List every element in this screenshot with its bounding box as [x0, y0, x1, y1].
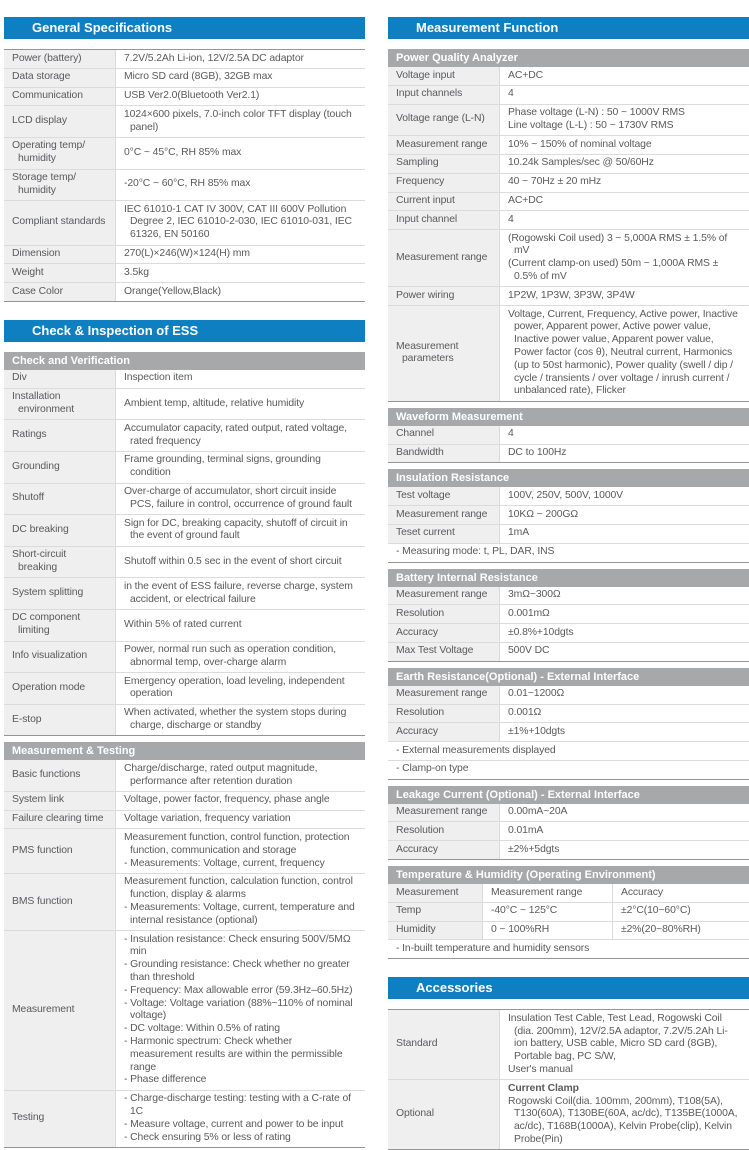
row-label: Measurement range [388, 804, 500, 822]
table-row [388, 922, 749, 941]
row-label: Shutoff [4, 484, 116, 515]
spec-table [388, 668, 749, 780]
row-label: Communication [4, 88, 116, 106]
table-row [4, 578, 365, 610]
table-note: - Measuring mode: t, PL, DAR, INS [388, 544, 749, 562]
table-row [388, 686, 749, 705]
measurement-function-tables-container [388, 49, 749, 959]
row-label: Measurement [4, 931, 116, 1090]
row-label: Input channel [388, 211, 500, 229]
row-label: DC breaking [4, 515, 116, 546]
row-value: Charge/discharge, rated output magnitude, performance after retention duration [116, 760, 365, 791]
row-label: Bandwidth [388, 445, 500, 463]
row-label: Storage temp/ humidity [4, 170, 116, 201]
row-label: Compliant standards [4, 201, 116, 244]
row-value: - Insulation resistance: Check ensuring 500V/5MΩ min - Grounding resistance: Check whether no greater than threshold - Frequency: Max allowable error (59.3Hz–60.5Hz) - Voltage: Voltage variation (88%~110% of nominal voltage) - DC voltage: Within 0.5% of rating - Harmonic spectrum: Check whether measurement results are within the permissible range - Phase difference [116, 931, 365, 1090]
row-value: in the event of ESS failure, reverse charge, system accident, or electrical failure [116, 578, 365, 609]
row-value: Current Clamp Rogowski Coil(dia. 100mm, 200mm), T108(5A), T130(60A), T130BE(60A, ac/dc), T135BE(1000A, ac/dc), T168B(1000A), Kelvin Probe(clip), Kelvin Probe(Pin) [500, 1080, 749, 1149]
row-label: Ratings [4, 420, 116, 451]
row-value: Phase voltage (L-N) : 50 ~ 1000V RMS Line voltage (L-L) : 50 ~ 1730V RMS [500, 105, 749, 136]
row-label: Operation mode [4, 673, 116, 704]
row-label: Measurement [388, 884, 483, 902]
left-column [4, 17, 365, 1150]
table-row [4, 760, 365, 792]
table-row [4, 88, 365, 107]
table-row [388, 1080, 749, 1149]
table-row [4, 1091, 365, 1147]
table-note: - External measurements displayed [388, 742, 749, 761]
row-value: ±2%+5dgts [500, 841, 749, 859]
row-value: Ambient temp, altitude, relative humidity [116, 389, 365, 420]
table-row [388, 723, 749, 742]
row-label: Teset current [388, 525, 500, 543]
subsection-header: Power Quality Analyzer [388, 49, 749, 67]
table-row [4, 792, 365, 811]
table-row [4, 874, 365, 931]
row-value: 0°C ~ 45°C, RH 85% max [116, 138, 365, 169]
table-row [4, 246, 365, 265]
table-row [4, 484, 365, 516]
row-label: Accuracy [388, 723, 500, 741]
row-value: DC to 100Hz [500, 445, 749, 463]
row-value: Voltage variation, frequency variation [116, 811, 365, 829]
row-value: 1P2W, 1P3W, 3P3W, 3P4W [500, 287, 749, 305]
spec-table [388, 408, 749, 464]
row-value: Power, normal run such as operation condition, abnormal temp, over-charge alarm [116, 642, 365, 673]
row-value: 0.00mA~20A [500, 804, 749, 822]
section-accessories [388, 977, 749, 1150]
table-row [388, 487, 749, 506]
row-value: 0 ~ 100%RH [483, 922, 613, 940]
table-row [4, 170, 365, 202]
section-title-accessories: Accessories [388, 977, 749, 999]
table-row [4, 931, 365, 1091]
row-value: Over-charge of accumulator, short circuit inside PCS, failure in control, occurrence of ground fault [116, 484, 365, 515]
spec-table [388, 49, 749, 402]
row-label: Resolution [388, 822, 500, 840]
row-value: AC+DC [500, 193, 749, 211]
row-value: Voltage, Current, Frequency, Active power, Inactive power, Apparent power, Active power value, Inactive power value, Apparent power value, Power factor (cos θ), Neutral current, Harmonics (up to 50st harmonic), Power quality (swell / dip / cycle / transients / over voltage / inrush current / unbalanced rate), Flicker [500, 306, 749, 401]
table-row [4, 50, 365, 69]
row-value: 10% ~ 150% of nominal voltage [500, 136, 749, 154]
table-row [4, 389, 365, 421]
table-row [4, 547, 365, 579]
table-row [388, 230, 749, 287]
spec-table [388, 1009, 749, 1150]
table-row [4, 515, 365, 547]
row-value: Shutoff within 0.5 sec in the event of short circuit [116, 547, 365, 578]
row-label: Temp [388, 903, 483, 921]
subsection-header: Insulation Resistance [388, 469, 749, 487]
row-label: DC component limiting [4, 610, 116, 641]
row-value: Micro SD card (8GB), 32GB max [116, 69, 365, 87]
table-row [388, 193, 749, 212]
row-label: Grounding [4, 452, 116, 483]
row-label: E-stop [4, 705, 116, 736]
row-value: Measurement function, calculation function, control function, display & alarms - Measurements: Voltage, current, temperature and internal resistance (optional) [116, 874, 365, 930]
row-value: Voltage, power factor, frequency, phase angle [116, 792, 365, 810]
row-label: LCD display [4, 106, 116, 137]
spec-table [388, 786, 749, 860]
row-value: ±2%(20~80%RH) [621, 924, 701, 936]
spec-table [388, 569, 749, 662]
row-label: Installation environment [4, 389, 116, 420]
row-label: BMS function [4, 874, 116, 930]
spec-table [4, 742, 365, 1148]
table-row [4, 642, 365, 674]
spec-table [388, 866, 749, 959]
subsection-header: Temperature & Humidity (Operating Environment) [388, 866, 749, 884]
row-value: Within 5% of rated current [116, 610, 365, 641]
row-label: Power (battery) [4, 50, 116, 68]
ess-tables-container [4, 352, 365, 1148]
table-row [4, 201, 365, 245]
row-value: ±0.8%+10dgts [500, 624, 749, 642]
subsection-header: Measurement & Testing [4, 742, 365, 760]
table-row [388, 1010, 749, 1080]
table-row [388, 643, 749, 661]
row-value: Measurement function, control function, protection function, communication and storage - Measurements: Voltage, current, frequency [116, 829, 365, 872]
row-label: System splitting [4, 578, 116, 609]
table-row [388, 884, 749, 903]
row-value: 3mΩ~300Ω [500, 587, 749, 605]
row-value: Inspection item [116, 370, 365, 388]
row-label: PMS function [4, 829, 116, 872]
table-row [4, 69, 365, 88]
row-label: Voltage input [388, 67, 500, 85]
row-value: 4 [500, 86, 749, 104]
row-value: 10.24k Samples/sec @ 50/60Hz [500, 155, 749, 173]
row-value: - Charge-discharge testing: testing with a C-rate of 1C - Measure voltage, current and power to be input - Check ensuring 5% or less of rating [116, 1091, 365, 1147]
table-row [388, 605, 749, 624]
table-row [4, 370, 365, 389]
table-row [388, 841, 749, 859]
table-row [4, 829, 365, 873]
row-label: System link [4, 792, 116, 810]
row-label: Optional [388, 1080, 500, 1149]
row-label: Test voltage [388, 487, 500, 505]
row-value: 0.01mA [500, 822, 749, 840]
subsection-header: Leakage Current (Optional) - External Interface [388, 786, 749, 804]
row-value: 100V, 250V, 500V, 1000V [500, 487, 749, 505]
row-label: Measurement range [388, 230, 500, 286]
table-row [388, 705, 749, 724]
row-label: Current input [388, 193, 500, 211]
general-specifications-table-container [4, 49, 365, 302]
section-title-measurement-function: Measurement Function [388, 17, 749, 39]
row-label: Measurement range [388, 686, 500, 704]
table-row [388, 804, 749, 823]
table-row [388, 445, 749, 463]
table-row [388, 136, 749, 155]
row-label: Dimension [4, 246, 116, 264]
table-row [388, 105, 749, 137]
row-label: Short-circuit breaking [4, 547, 116, 578]
spec-table [4, 49, 365, 302]
row-label: Accuracy [388, 841, 500, 859]
section-measurement-function [388, 17, 749, 959]
row-label: Info visualization [4, 642, 116, 673]
row-value: 500V DC [500, 643, 749, 661]
row-label: Testing [4, 1091, 116, 1147]
spec-table [4, 352, 365, 736]
row-value: ±2°C(10~60°C) [621, 905, 691, 917]
table-row [4, 138, 365, 170]
row-value: 7.2V/5.2Ah Li-ion, 12V/2.5A DC adaptor [116, 50, 365, 68]
row-label: Measurement parameters [388, 306, 500, 401]
row-value: 4 [500, 426, 749, 444]
row-value: Measurement range [483, 884, 613, 902]
subsection-header: Earth Resistance(Optional) - External Interface [388, 668, 749, 686]
table-row [4, 264, 365, 283]
table-row [388, 211, 749, 230]
row-value: When activated, whether the system stops during charge, discharge or standby [116, 705, 365, 736]
row-value: Orange(Yellow,Black) [116, 283, 365, 301]
table-row [4, 673, 365, 705]
subsection-header: Check and Verification [4, 352, 365, 370]
subsection-header: Battery Internal Resistance [388, 569, 749, 587]
section-check-inspection-ess [4, 320, 365, 1148]
table-row [388, 506, 749, 525]
table-row [4, 106, 365, 138]
table-row [388, 624, 749, 643]
table-row [388, 306, 749, 401]
row-value: 0.001mΩ [500, 605, 749, 623]
table-row [388, 86, 749, 105]
row-label: Data storage [4, 69, 116, 87]
row-value: 3.5kg [116, 264, 365, 282]
table-row [388, 903, 749, 922]
row-label: Channel [388, 426, 500, 444]
table-row [388, 155, 749, 174]
row-value: (Rogowski Coil used) 3 ~ 5,000A RMS ± 1.5% of mV (Current clamp-on used) 50m ~ 1,000A RMS ± 0.5% of mV [500, 230, 749, 286]
section-title-general-specifications: General Specifications [4, 17, 365, 39]
row-label: Operating temp/ humidity [4, 138, 116, 169]
subsection-header: Waveform Measurement [388, 408, 749, 426]
row-value: 10KΩ ~ 200GΩ [500, 506, 749, 524]
row-label: Div [4, 370, 116, 388]
row-label: Voltage range (L-N) [388, 105, 500, 136]
row-label: Power wiring [388, 287, 500, 305]
row-value: Frame grounding, terminal signs, grounding condition [116, 452, 365, 483]
row-label: Measurement range [388, 506, 500, 524]
row-value-bold-line: Current Clamp [508, 1082, 579, 1094]
row-label: Input channels [388, 86, 500, 104]
spec-table [388, 469, 749, 562]
row-value: -40°C ~ 125°C [483, 903, 613, 921]
table-row [388, 587, 749, 606]
row-value: ±1%+10dgts [500, 723, 749, 741]
row-value: IEC 61010-1 CAT IV 300V, CAT III 600V Pollution Degree 2, IEC 61010-2-030, IEC 61010-031, IEC 61326, EN 50160 [116, 201, 365, 244]
table-row [4, 452, 365, 484]
row-value: 0.01~1200Ω [500, 686, 749, 704]
table-note: - Clamp-on type [388, 761, 749, 779]
table-row [388, 426, 749, 445]
row-label: Basic functions [4, 760, 116, 791]
row-value: Sign for DC, breaking capacity, shutoff of circuit in the event of ground fault [116, 515, 365, 546]
table-row [388, 287, 749, 306]
row-value: Emergency operation, load leveling, independent operation [116, 673, 365, 704]
row-value: 4 [500, 211, 749, 229]
row-label: Accuracy [388, 624, 500, 642]
row-value: 40 ~ 70Hz ± 20 mHz [500, 174, 749, 192]
table-row [4, 705, 365, 736]
row-value: -20°C ~ 60°C, RH 85% max [116, 170, 365, 201]
row-label: Weight [4, 264, 116, 282]
row-label: Frequency [388, 174, 500, 192]
table-row [388, 525, 749, 544]
row-label: Resolution [388, 705, 500, 723]
section-general-specifications [4, 17, 365, 302]
row-value: 0.001Ω [500, 705, 749, 723]
row-value: Accumulator capacity, rated output, rated voltage, rated frequency [116, 420, 365, 451]
table-row [388, 822, 749, 841]
table-note: - In-built temperature and humidity sensors [388, 940, 749, 958]
row-value: 1mA [500, 525, 749, 543]
row-label: Failure clearing time [4, 811, 116, 829]
row-label: Resolution [388, 605, 500, 623]
row-label: Measurement range [388, 587, 500, 605]
row-value: Accuracy [621, 886, 663, 898]
table-row [4, 610, 365, 642]
row-value: AC+DC [500, 67, 749, 85]
table-row [388, 67, 749, 86]
row-value: 270(L)×246(W)×124(H) mm [116, 246, 365, 264]
row-value: Insulation Test Cable, Test Lead, Rogowski Coil (dia. 200mm), 12V/2.5A adaptor, 7.2V/5.2Ah Li-ion battery, USB cable, Micro SD card (8GB), Portable bag, PC S/W, User's manual [500, 1010, 749, 1079]
row-label: Humidity [388, 922, 483, 940]
table-row [388, 174, 749, 193]
accessories-table-container [388, 1009, 749, 1150]
table-row [4, 283, 365, 301]
row-label: Measurement range [388, 136, 500, 154]
row-label: Sampling [388, 155, 500, 173]
table-row [4, 420, 365, 452]
right-column [388, 17, 749, 1150]
row-label: Case Color [4, 283, 116, 301]
row-label: Standard [388, 1010, 500, 1079]
row-value: 1024×600 pixels, 7.0-inch color TFT display (touch panel) [116, 106, 365, 137]
row-value: USB Ver2.0(Bluetooth Ver2.1) [116, 88, 365, 106]
table-row [4, 811, 365, 830]
row-label: Max Test Voltage [388, 643, 500, 661]
section-title-check-inspection-ess: Check & Inspection of ESS [4, 320, 365, 342]
